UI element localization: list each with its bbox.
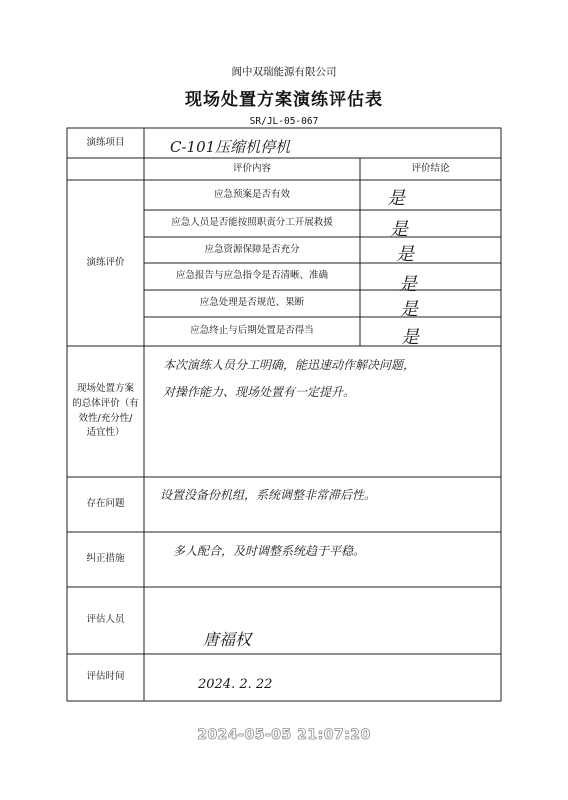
- overall-label-line-1: 现场处置方案: [76, 383, 134, 395]
- photo-timestamp: 2024-05-05 21:07:20: [197, 727, 371, 743]
- overall-value-line-1: 本次演练人员分工明确，能迅速动作解决问题，: [163, 358, 416, 372]
- issues-value: 设置没备份机组，系统调整非常滞后性。: [160, 488, 377, 502]
- corrective-label: 纠正措施: [86, 553, 125, 565]
- drill-project-value: C-101压缩机停机: [170, 138, 291, 156]
- drill-eval-label: 演练评价: [86, 256, 125, 268]
- issues-label: 存在问题: [86, 498, 125, 510]
- form-code: SR/JL-05-067: [249, 116, 319, 127]
- assessor-label: 评估人员: [86, 614, 125, 626]
- result-2: 是: [390, 219, 408, 240]
- corrective-value: 多人配合，及时调整系统趋于平稳。: [173, 544, 366, 558]
- eval-conclusion-header: 评价结论: [411, 162, 450, 174]
- result-4: 是: [399, 274, 417, 295]
- assessor-signature: 唐福权: [203, 630, 252, 649]
- eval-time-value: 2024. 2. 22: [198, 677, 273, 692]
- overall-label: [67, 346, 144, 477]
- eval-time-label: 评估时间: [86, 671, 125, 683]
- criterion-1: 应急预案是否有效: [213, 188, 290, 200]
- criterion-6: 应急终止与后期处置是否得当: [190, 325, 314, 337]
- form-title: 现场处置方案演练评估表: [185, 90, 383, 110]
- eval-content-header: 评价内容: [232, 162, 271, 174]
- criterion-2: 应急人员是否能按照职责分工开展救援: [171, 217, 333, 229]
- overall-label-line-4: 适宜性）: [86, 427, 125, 439]
- overall-label-line-3: 效性/充分性/: [78, 412, 133, 424]
- overall-label-line-2: 的总体评价（有: [72, 397, 139, 409]
- result-5: 是: [400, 299, 418, 320]
- result-1: 是: [387, 188, 405, 209]
- drill-project-label: 演练项目: [86, 136, 125, 148]
- criterion-3: 应急资源保障是否充分: [204, 243, 300, 255]
- criterion-4: 应急报告与应急指令是否清晰、准确: [175, 270, 328, 282]
- criterion-5: 应急处理是否规范、果断: [199, 297, 305, 309]
- result-6: 是: [401, 327, 419, 348]
- overall-value-line-2: 对操作能力、现场处置有一定提升。: [163, 385, 356, 399]
- result-3: 是: [396, 244, 414, 265]
- company-name: 阆中双瑞能源有限公司: [231, 66, 337, 78]
